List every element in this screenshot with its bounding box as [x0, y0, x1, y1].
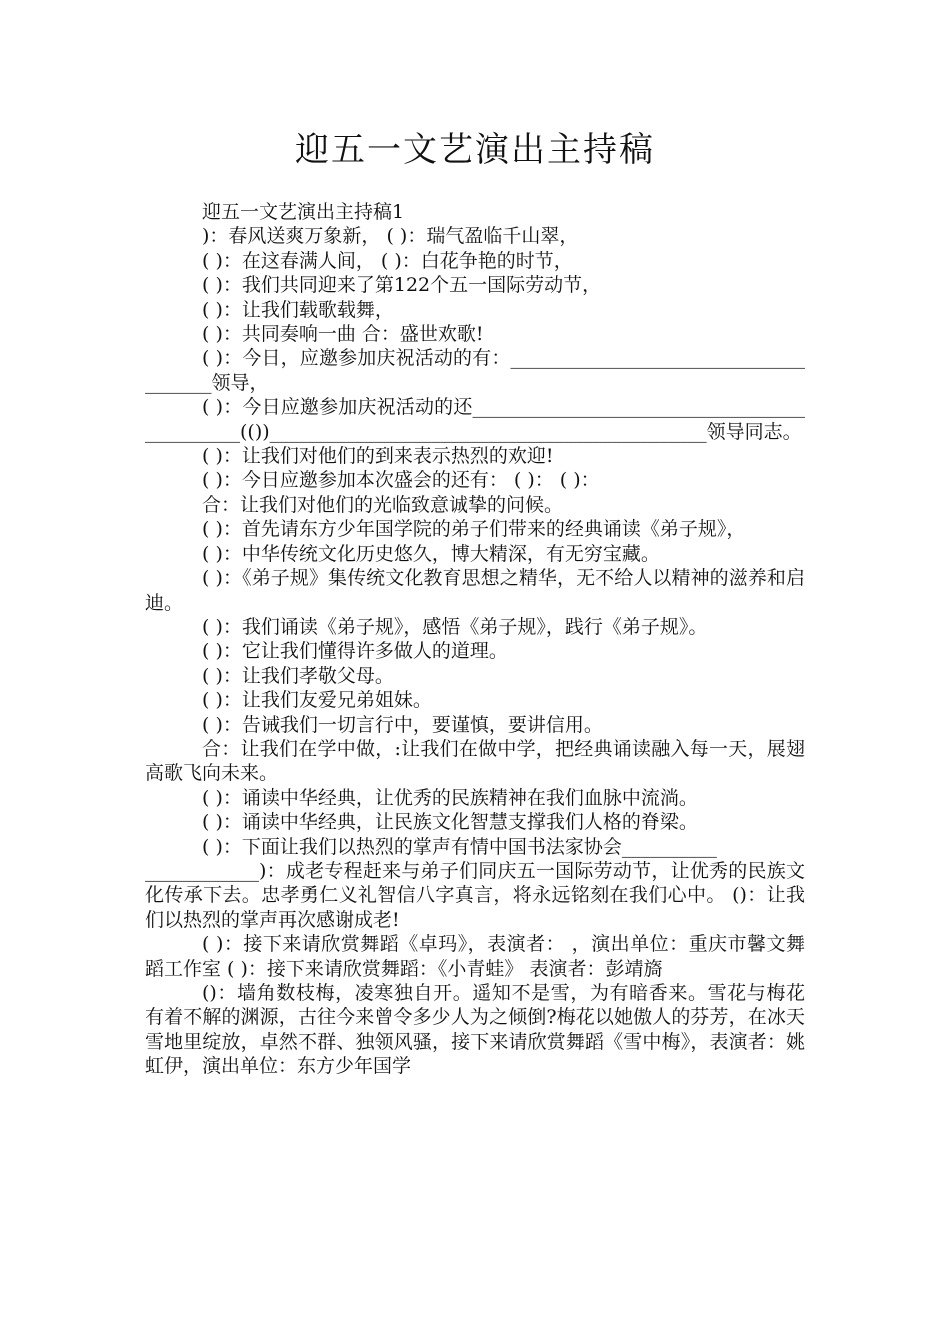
- paragraph: ()：墙角数枝梅，凌寒独自开。遥知不是雪，为有暗香来。雪花与梅花有着不解的渊源，古往今来曾令多少人为之倾倒?梅花以她傲人的芬芳，在冰天雪地里绽放，卓然不群、独领风骚，接下来请欣赏舞蹈《雪中梅》，表演者：姚虹伊，演出单位：东方少年国学: [145, 982, 805, 1078]
- paragraph: ( )：让我们友爱兄弟姐妹。: [202, 689, 432, 712]
- paragraph: ( )：《弟子规》集传统文化教育思想之精华，无不给人以精神的滋养和启迪。: [145, 567, 805, 614]
- paragraph: ( )：让我们对他们的到来表示热烈的欢迎!: [202, 445, 554, 468]
- paragraph: ( )：共同奏响一曲 合：盛世欢歌!: [202, 323, 484, 346]
- paragraph: ( )：今日应邀参加本次盛会的还有： ( )： ( )：: [202, 469, 600, 492]
- paragraph: ( )：让我们载歌载舞，: [202, 298, 394, 321]
- document-title: 迎五一文艺演出主持稿: [295, 130, 655, 170]
- paragraph: ( )：今日应邀参加庆祝活动的还_____________________________________________(())______________________________________________领导同志。: [145, 396, 805, 443]
- paragraph: ( )：让我们孝敬父母。: [202, 664, 394, 687]
- paragraph: ( )：告诫我们一切言行中，要谨慎，要讲信用。: [202, 713, 603, 736]
- paragraph: ( )：在这春满人间， ( )：白花争艳的时节，: [202, 249, 573, 272]
- paragraph: ( )：诵读中华经典，让民族文化智慧支撑我们人格的脊梁。: [202, 811, 698, 834]
- paragraph: ( )：我们共同迎来了第122个五一国际劳动节，: [202, 274, 602, 297]
- paragraph: 迎五一文艺演出主持稿1: [202, 201, 405, 223]
- paragraph: 合：让我们对他们的光临致意诚挚的问候。: [202, 493, 564, 516]
- paragraph: ( )：首先请东方少年国学院的弟子们带来的经典诵读《弟子规》，: [202, 518, 746, 541]
- document-body: [145, 200, 805, 1079]
- paragraph: ( )：中华传统文化历史悠久，博大精深，有无穷宝藏。: [202, 542, 660, 565]
- paragraph: )：春风送爽万象新， ( )：瑞气盈临千山翠，: [202, 225, 579, 248]
- paragraph: ( )：它让我们懂得许多做人的道理。: [202, 640, 508, 663]
- paragraph: 合：让我们在学中做，:让我们在做中学，把经典诵读融入每一天，展翅高歌飞向未来。: [145, 737, 805, 785]
- paragraph: ( )：接下来请欣赏舞蹈《卓玛》，表演者： ，演出单位：重庆市馨文舞蹈工作室 ( )：接下来请欣赏舞蹈：《小青蛙》 表演者：彭靖旖: [145, 933, 805, 980]
- paragraph: ( )：诵读中华经典，让优秀的民族精神在我们血脉中流淌。: [202, 786, 698, 809]
- paragraph: ( )：今日，应邀参加庆祝活动的有：______________________________________领导，: [145, 347, 805, 394]
- paragraph: ( )：我们诵读《弟子规》，感悟《弟子规》，践行《弟子规》。: [202, 615, 708, 638]
- paragraph: ____________)：成老专程赶来与弟子们同庆五一国际劳动节，让优秀的民族文化传承下去。忠孝勇仁义礼智信八字真言，将永远铭刻在我们心中。 ()：让我们以热烈的掌声再次感谢成老!: [145, 859, 805, 931]
- paragraph: ( )：下面让我们以热烈的掌声有情中国书法家协会__________: [202, 835, 717, 858]
